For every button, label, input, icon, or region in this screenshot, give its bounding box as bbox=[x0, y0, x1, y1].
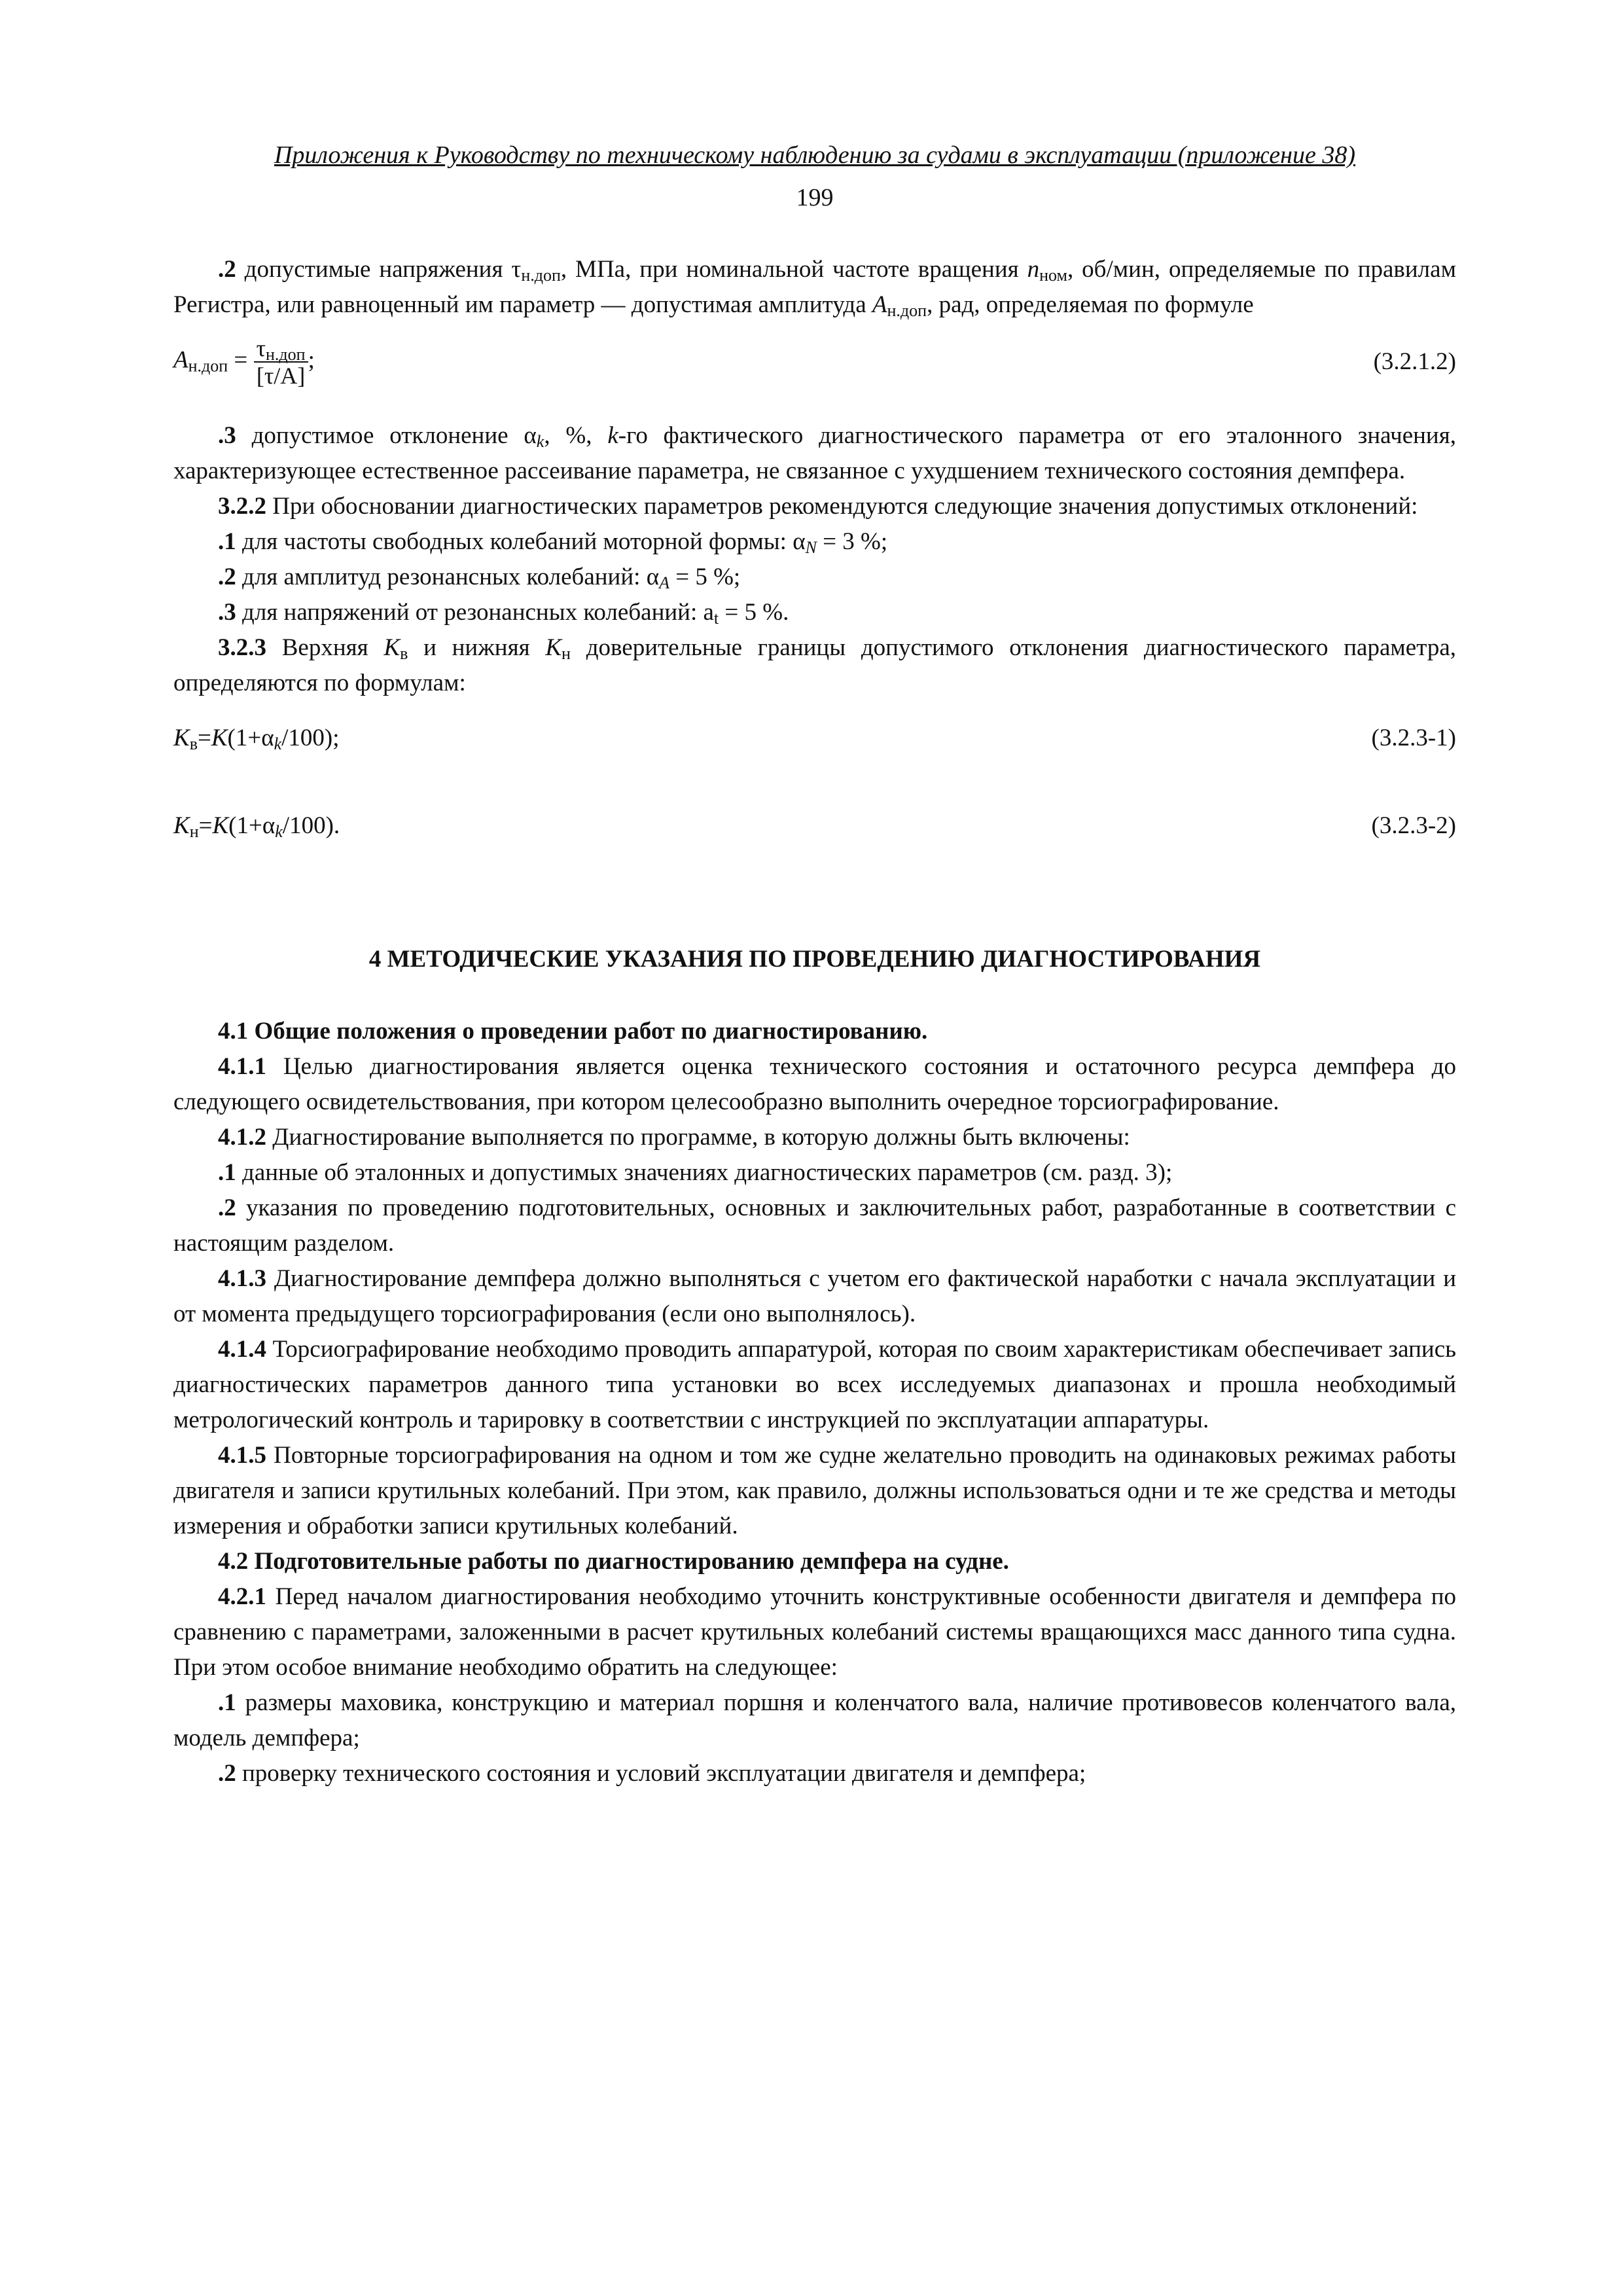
variable: K bbox=[383, 634, 401, 661]
text: = bbox=[198, 812, 213, 839]
running-header: Приложения к Руководству по техническому наблюдению за судами в эксплуатации (приложение 38) bbox=[274, 141, 1356, 169]
paragraph-414 bbox=[173, 1332, 1456, 1438]
paragraph-421 bbox=[173, 1579, 1456, 1685]
text: допустимое отклонение α bbox=[236, 422, 537, 449]
text: Целью диагностирования является оценка технического состояния и остаточного ресурса демпфера до следующего освидетельствования, при котором целесообразно выполнить очередное торсиографирование. bbox=[173, 1053, 1456, 1115]
variable: K bbox=[173, 812, 190, 839]
item-number: .2 bbox=[218, 256, 236, 283]
text: , МПа, при номинальной частоте вращения bbox=[560, 256, 1027, 283]
subscript: н.доп bbox=[887, 301, 927, 320]
formula-number: (3.2.1.2) bbox=[1373, 348, 1456, 375]
paragraph-item-3 bbox=[173, 418, 1456, 489]
subscript: k bbox=[275, 822, 283, 841]
text: = bbox=[197, 725, 211, 751]
text: = 5 %; bbox=[669, 564, 741, 590]
formula-number: (3.2.3-2) bbox=[1371, 812, 1456, 839]
variable: K bbox=[545, 634, 562, 661]
clause-number: 4.1.2 bbox=[218, 1124, 266, 1151]
text: /100). bbox=[282, 812, 340, 839]
item-number: .2 bbox=[218, 564, 236, 590]
item-number: .2 bbox=[218, 1194, 236, 1221]
subscript: н bbox=[189, 822, 199, 841]
subscript: t bbox=[713, 609, 719, 628]
subscript: н.доп bbox=[266, 345, 306, 364]
text: размеры маховика, конструкцию и материал поршня и коленчатого вала, наличие противовесов коленчатого вала, модель демпфера; bbox=[173, 1689, 1456, 1751]
text: Диагностирование демпфера должно выполняться с учетом его фактической наработки с начала эксплуатации и от момента предыдущего торсиографирования (если оно выполнялось). bbox=[173, 1265, 1456, 1327]
text: (1+α bbox=[228, 812, 276, 839]
text: = 5 %. bbox=[719, 599, 789, 626]
text: τ bbox=[256, 335, 266, 361]
item-number: .2 bbox=[218, 1760, 236, 1787]
text: и нижняя bbox=[408, 634, 546, 661]
subscript: в bbox=[189, 734, 198, 753]
subscript: k bbox=[274, 734, 282, 753]
variable: K bbox=[173, 725, 190, 751]
list-item bbox=[173, 1191, 1456, 1261]
section-heading: 4 МЕТОДИЧЕСКИЕ УКАЗАНИЯ ПО ПРОВЕДЕНИЮ ДИАГНОСТИРОВАНИЯ bbox=[368, 946, 1261, 973]
text: ; bbox=[308, 346, 315, 374]
subscript: в bbox=[400, 644, 408, 663]
text: доверительные границы допустимого отклонения диагностического параметра, определяются по формулам: bbox=[173, 634, 1456, 696]
page-number: 199 bbox=[796, 184, 834, 211]
formula-3212 bbox=[173, 334, 1456, 389]
paragraph-411 bbox=[173, 1049, 1456, 1120]
text: проверку технического состояния и условий эксплуатации двигателя и демпфера; bbox=[236, 1760, 1086, 1787]
paragraph-3212-item-2 bbox=[173, 252, 1456, 323]
clause-number: 4.2.1 bbox=[218, 1583, 266, 1610]
list-item bbox=[173, 524, 1456, 560]
formula-3232 bbox=[173, 808, 1456, 844]
text: Верхняя bbox=[266, 634, 384, 661]
text: указания по проведению подготовительных, основных и заключительных работ, разработанные в соответствии с настоящим разделом. bbox=[173, 1194, 1456, 1257]
clause-number: 3.2.2 bbox=[218, 493, 266, 520]
text: -го фактического диагностического параметра от его эталонного значения, характеризующее естественное рассеивание параметра, не связанное с ухудшением технического состояния демпфера. bbox=[173, 422, 1456, 484]
item-number: .1 bbox=[218, 1689, 236, 1716]
paragraph-323 bbox=[173, 630, 1456, 701]
text: для амплитуд резонансных колебаний: α bbox=[236, 564, 660, 590]
text: При обосновании диагностических параметров рекомендуются следующие значения допустимых отклонений: bbox=[266, 493, 1418, 520]
item-number: .3 bbox=[218, 599, 236, 626]
list-item bbox=[173, 560, 1456, 595]
list-item bbox=[173, 1756, 1456, 1791]
list-item bbox=[173, 1155, 1456, 1191]
subscript: ном bbox=[1039, 266, 1067, 285]
subscript: н bbox=[562, 644, 571, 663]
text: , %, bbox=[544, 422, 608, 449]
clause-number: 4.1.4 bbox=[218, 1336, 266, 1363]
paragraph-413 bbox=[173, 1261, 1456, 1332]
text: , рад, определяемая по формуле bbox=[927, 291, 1254, 318]
variable: A bbox=[872, 291, 887, 318]
subscript: н.доп bbox=[521, 266, 561, 285]
text: , об/мин, определяемые по правилам Регистра, или равноценный им параметр — допустимая амплитуда bbox=[173, 256, 1456, 318]
text: допустимые напряжения τ bbox=[236, 256, 522, 283]
text: для частоты свободных колебаний моторной формы: α bbox=[236, 528, 806, 555]
text: Перед началом диагностирования необходимо уточнить конструктивные особенности двигателя и демпфера по сравнению с параметрами, заложенными в расчет крутильных колебаний системы вращающихся масс данного типа судна. При этом особое внимание необходимо обратить на следующее: bbox=[173, 1583, 1456, 1681]
formula-3231 bbox=[173, 721, 1456, 756]
text: данные об эталонных и допустимых значениях диагностических параметров (см. разд. 3); bbox=[236, 1159, 1173, 1186]
list-item bbox=[173, 1685, 1456, 1756]
subscript: N bbox=[805, 538, 817, 557]
paragraph-415 bbox=[173, 1438, 1456, 1544]
paragraph-322 bbox=[173, 489, 1456, 524]
text: (1+α bbox=[227, 725, 274, 751]
subsection-title: 4.1 Общие положения о проведении работ по диагностированию. bbox=[218, 1018, 928, 1045]
fraction bbox=[254, 335, 308, 389]
item-number: .1 bbox=[218, 528, 236, 555]
text: Повторные торсиографирования на одном и том же судне желательно проводить на одинаковых режимах работы двигателя и записи крутильных колебаний. При этом, как правило, должны использоваться одни и те же средства и методы измерения и обработки записи крутильных колебаний. bbox=[173, 1442, 1456, 1539]
variable: K bbox=[212, 812, 229, 839]
variable: K bbox=[211, 725, 228, 751]
formula-body bbox=[173, 808, 340, 844]
clause-number: 4.1.3 bbox=[218, 1265, 266, 1292]
formula-body bbox=[173, 335, 315, 389]
variable: n bbox=[1027, 256, 1040, 283]
denominator: [τ/A] bbox=[256, 363, 306, 389]
item-number: .3 bbox=[218, 422, 236, 449]
clause-number: 4.1.1 bbox=[218, 1053, 266, 1080]
subscript: н.доп bbox=[188, 356, 228, 376]
item-number: .1 bbox=[218, 1159, 236, 1186]
variable: k bbox=[607, 422, 618, 449]
page-content bbox=[173, 252, 1456, 1791]
text: = 3 %; bbox=[816, 528, 888, 555]
formula-number: (3.2.3-1) bbox=[1371, 725, 1456, 751]
variable: A bbox=[173, 346, 188, 374]
equals-sign: = bbox=[228, 346, 254, 374]
subsection-title: 4.2 Подготовительные работы по диагностированию демпфера на судне. bbox=[218, 1548, 1009, 1575]
text: для напряжений от резонансных колебаний: a bbox=[236, 599, 714, 626]
text: Диагностирование выполняется по программе, в которую должны быть включены: bbox=[266, 1124, 1130, 1151]
numerator bbox=[254, 335, 308, 363]
list-item bbox=[173, 595, 1456, 630]
clause-number: 4.1.5 bbox=[218, 1442, 266, 1469]
text: /100); bbox=[281, 725, 340, 751]
paragraph-412 bbox=[173, 1120, 1456, 1155]
clause-number: 3.2.3 bbox=[218, 634, 266, 661]
text: Торсиографирование необходимо проводить аппаратурой, которая по своим характеристикам обеспечивает запись диагностических параметров данного типа установки во всех исследуемых диапазонах и прошла необходимый метрологический контроль и тарировку в соответствии с инструкцией по эксплуатации аппаратуры. bbox=[173, 1336, 1456, 1433]
formula-body bbox=[173, 721, 340, 756]
subscript: A bbox=[659, 573, 669, 592]
subscript: k bbox=[536, 432, 544, 451]
